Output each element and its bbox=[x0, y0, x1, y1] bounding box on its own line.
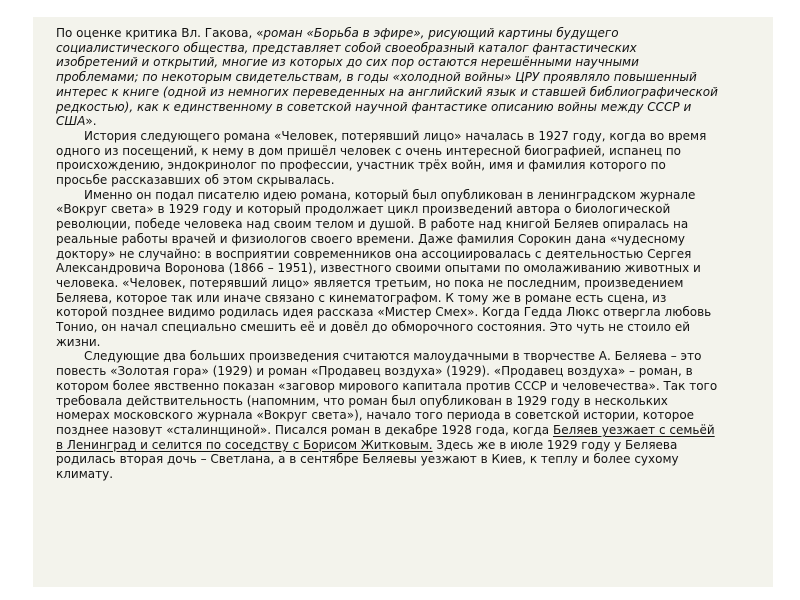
paragraph-critic-quote bbox=[56, 26, 720, 129]
underlined-sentence: Беляев уезжает с семьёй в Ленинград и селится по соседству с Борисом Житковым. bbox=[56, 422, 715, 452]
italic-quote-text: роман «Борьба в эфире», рисующий картины будущего социалистического общества, представляет собой своеобразный каталог фантастических изобретений и открытий, многие из которых до сих пор остаются нерешёнными научными проблемами; по некоторым свидетельствам, в годы «холодной войны» ЦРУ проявляло повышенный интерес к книге (одной из немногих переведенных на английский язык и ставшей библиографической редкостью), как к единственному в советской научной фантастике описанию войны между СССР и США bbox=[56, 26, 718, 129]
quote-tail-text: ». bbox=[85, 114, 97, 129]
paragraph-next-works-end: Здесь же в июле 1929 году у Беляева родилась вторая дочь – Светлана, а в сентябре Беляевы уезжают в Киев, к теплу и более сухому климату. bbox=[56, 437, 679, 482]
paragraph-novel-history: История следующего романа «Человек, потерявший лицо» началась в 1927 году, когда во время одного из посещений, к нему в дом пришёл человек с очень интересной биографией, испанец по происхождению, эндокринолог по профессии, участник трёх войн, имя и фамилия которого по просьбе рассказавших об этом скрывалась. bbox=[56, 128, 707, 188]
text-block bbox=[56, 26, 720, 482]
paragraph-novel-idea: Именно он подал писателю идею романа, который был опубликован в ленинградском журнале «Вокруг света» в 1929 году и который продолжает цикл произведений автора о биологической революции, победе человека над своим телом и душой. В работе над книгой Беляев опиралась на реальные работы врачей и физиологов своего времени. Даже фамилия Сорокин дана «чудесному доктору» не случайно: в восприятии современников она ассоциировалась с деятельностью Сергея Александровича Воронова (1866 – 1951), известного своими опытами по омолаживанию животных и человека. «Человек, потерявший лицо» является третьим, но пока не последним, произведением Беляева, которое так или иначе связано с кинематографом. К тому же в романе есть сцена, из которой позднее видимо родилась идея рассказа «Мистер Смех». Когда Гедда Люкс отвергла любовь Тонио, он начал специально смешить её и довёл до обморочного состояния. Это чуть не стоило ей жизни. bbox=[56, 187, 712, 349]
paragraph-next-works-start: Следующие два больших произведения считаются малоудачными в творчестве А. Беляева – это повесть «Золотая гора» (1929) и роман «Продавец воздуха» (1929). «Продавец воздуха» – роман, в котором более явственно показан «заговор мирового капитала против СССР и человечества». Так того требовала действительность (напомним, что роман был опубликован в 1929 году в нескольких номерах московского журнала «Вокруг света»), начало того периода в советской истории, которое позднее назовут «сталинщиной». Писался роман в декабре 1928 года, когда bbox=[56, 349, 718, 437]
quote-lead-text: По оценке критика Вл. Гакова, « bbox=[56, 26, 264, 40]
paragraph-next-works bbox=[56, 349, 720, 481]
